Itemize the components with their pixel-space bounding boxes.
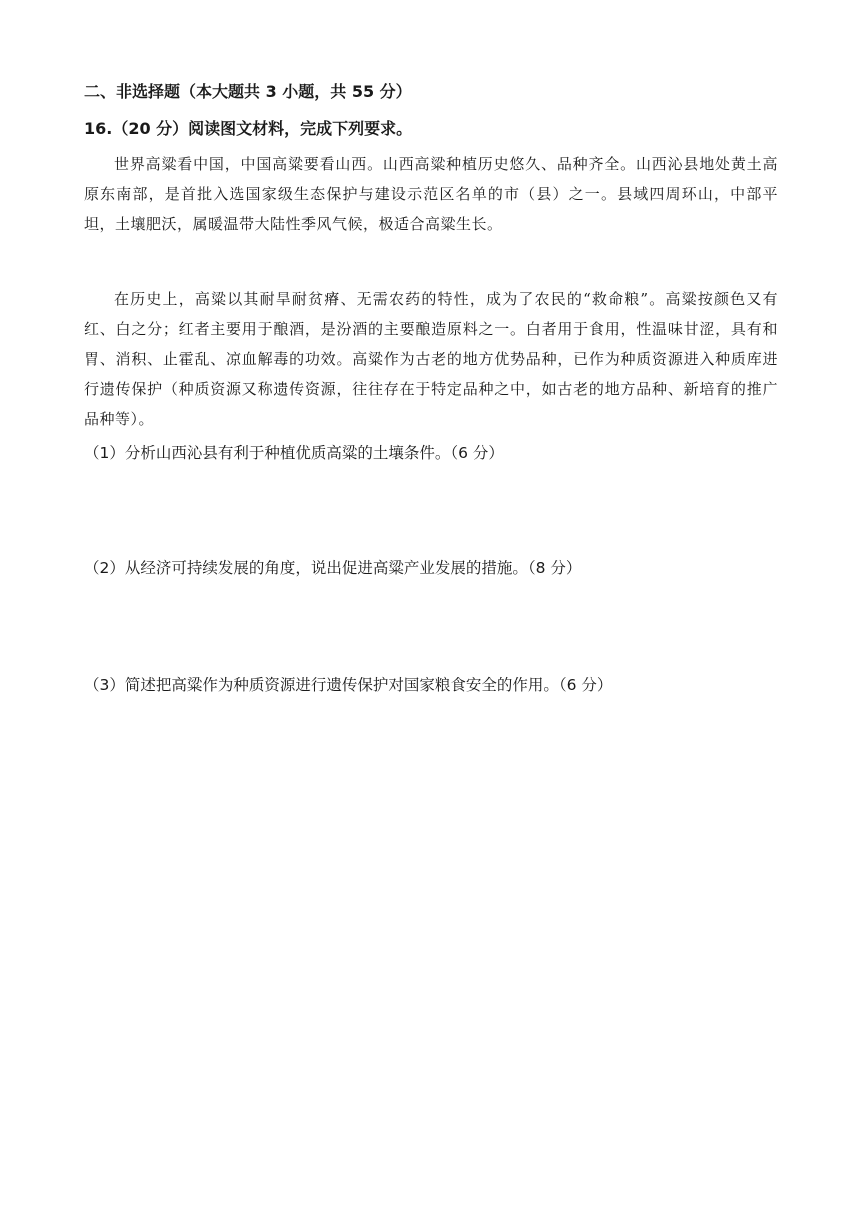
section-heading: 二、非选择题（本大题共 3 小题，共 55 分） (84, 82, 412, 101)
subquestion-1: （1）分析山西沁县有利于种植优质高粱的土壤条件。（6 分） (84, 444, 504, 462)
subquestion-3: （3）简述把高粱作为种质资源进行遗传保护对国家粮食安全的作用。（6 分） (84, 676, 613, 694)
material-paragraph: 世界高粱看中国，中国高粱要看山西。山西高粱种植历史悠久、品种齐全。山西沁县地处黄土高原东南部，是首批入选国家级生态保护与建设示范区名单的市（县）之一。县域四周环山，中部平坦，土壤肥沃，属暖温带大陆性季风气候，极适合高粱生长。 (84, 155, 778, 233)
subquestion-2: （2）从经济可持续发展的角度，说出促进高粱产业发展的措施。（8 分） (84, 559, 582, 577)
question-title: 16.（20 分）阅读图文材料，完成下列要求。 (84, 119, 413, 138)
material-paragraph: 在历史上，高粱以其耐旱耐贫瘠、无需农药的特性，成为了农民的“救命粮”。高粱按颜色又有红、白之分；红者主要用于酿酒，是汾酒的主要酿造原料之一。白者用于食用，性温味甘涩，具有和胃、消积、止霍乱、凉血解毒的功效。高粱作为古老的地方优势品种，已作为种质资源进入种质库进行遗传保护（种质资源又称遗传资源，往往存在于特定品种之中，如古老的地方品种、新培育的推广品种等）。 (84, 290, 778, 428)
